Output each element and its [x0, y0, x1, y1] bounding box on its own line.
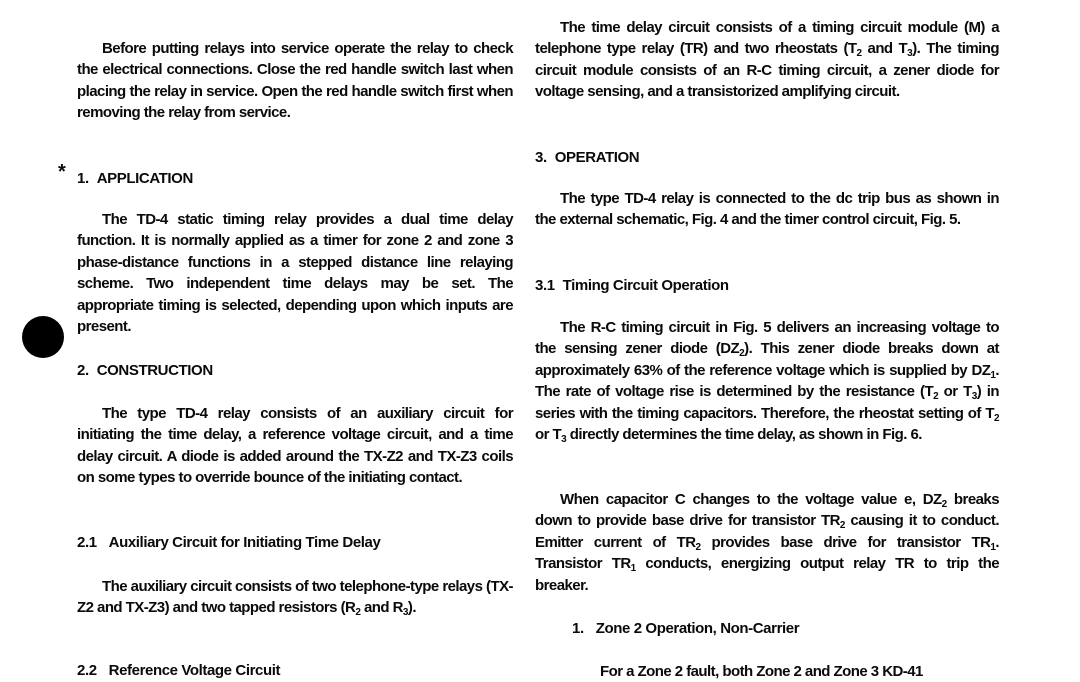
text-run: The R-C timing circuit in Fig. 5 delivers an increasing voltage to the sensing zener diode (DZ — [535, 319, 999, 358]
text-run: The time delay circuit consists of a timing circuit module (M) a telephone type relay (TR) and two rheostats (T — [535, 19, 999, 58]
rc-timing-paragraph — [535, 317, 999, 445]
filled-circle-icon — [22, 316, 64, 358]
text-run: or T — [938, 383, 972, 401]
subscript: 2 — [856, 48, 862, 60]
text-run: causing it to conduct. Emitter current of TR — [535, 512, 999, 551]
section-title: APPLICATION — [96, 170, 193, 187]
text-run: ). This zener diode breaks down at approximately 63% of the reference voltage which is supplied by DZ — [535, 340, 999, 379]
application-paragraph: The TD-4 static timing relay provides a dual time delay function. It is normally applied as a timer for zone 2 and zone 3 phase-distance functions in a stepped distance line relaying scheme. Two independent time delays may be set. The appropriate timing is selected, depending upon which inputs are present. — [77, 211, 513, 336]
section-heading-construction — [77, 360, 213, 381]
section-number: 1. — [77, 170, 89, 187]
subscript: 2 — [933, 391, 939, 403]
text-run: directly determines the time delay, as shown in Fig. 6. — [566, 426, 922, 444]
section-number: 3. — [535, 149, 547, 166]
text-run: ). — [407, 599, 416, 617]
text-run: and T — [861, 40, 908, 58]
text-run: The auxiliary circuit consists of two telephone-type relays (TX-Z2 and TX-Z3) and two tapped resistors (R — [77, 578, 513, 617]
subscript: 2 — [839, 520, 845, 532]
section-heading-auxiliary — [77, 532, 380, 553]
section-title: OPERATION — [554, 149, 640, 166]
subscript: 2 — [355, 607, 361, 619]
section-heading-application — [77, 168, 193, 189]
subscript: 2 — [739, 348, 745, 360]
section-number: 2. — [77, 362, 89, 379]
warning-paragraph: Before putting relays into service operate the relay to check the electrical connections. Close the red handle switch last when placing the relay in service. Open the red handle switch first when removing the relay from service. — [77, 40, 513, 122]
text-run: breaks down to provide base drive for transistor TR — [535, 491, 1000, 530]
text-run: conducts, energizing output relay TR to trip the breaker. — [535, 555, 999, 594]
auxiliary-paragraph — [77, 576, 513, 619]
subscript: 1 — [630, 563, 636, 575]
section-heading-timing-circuit — [535, 275, 729, 296]
subscript: 3 — [402, 607, 408, 619]
text-run: or T — [535, 426, 562, 444]
section-heading-reference-voltage — [77, 660, 280, 681]
section-title: Auxiliary Circuit for Initiating Time Delay — [108, 534, 381, 551]
list-heading-zone2 — [572, 618, 799, 639]
text-run: provides base drive for transistor TR — [700, 533, 991, 551]
subscript: 2 — [695, 541, 701, 553]
list-number: 1. — [572, 620, 584, 637]
list-title: Zone 2 Operation, Non-Carrier — [595, 620, 800, 637]
section-title: Timing Circuit Operation — [562, 277, 729, 294]
capacitor-paragraph — [535, 489, 999, 596]
text-run: When capacitor C changes to the voltage value e, DZ — [560, 491, 942, 508]
text-run: . The rate of voltage rise is determined by the resistance (T — [535, 361, 999, 401]
section-title: CONSTRUCTION — [96, 362, 213, 379]
revision-asterisk: * — [58, 161, 66, 183]
operation-paragraph: The type TD-4 relay is connected to the dc trip bus as shown in the external schematic, Fig. 4 and the timer control circuit, Fig. 5. — [535, 190, 999, 229]
time-delay-paragraph — [535, 17, 999, 103]
subscript: 3 — [907, 48, 913, 60]
section-number: 2.1 — [77, 534, 97, 551]
text-run: . Transistor TR — [535, 533, 1000, 573]
subscript: 2 — [941, 499, 947, 510]
subscript: 3 — [971, 391, 977, 403]
section-title: Reference Voltage Circuit — [108, 662, 281, 679]
text-run: ). The timing circuit module consists of an R-C timing circuit, a zener diode for voltage sensing, and a transistorized amplifying circuit. — [535, 40, 999, 101]
section-number: 3.1 — [535, 277, 555, 294]
construction-paragraph: The type TD-4 relay consists of an auxiliary circuit for initiating the time delay, a reference voltage circuit, and a time delay circuit. A diode is added around the TX-Z2 and TX-Z3 coils on some types to override bounce of the initiating contact. — [77, 405, 513, 487]
zone2-fault-paragraph: For a Zone 2 fault, both Zone 2 and Zone 3 KD-41 — [600, 663, 923, 680]
subscript: 1 — [990, 369, 996, 381]
subscript: 3 — [561, 434, 567, 446]
text-run: ) in series with the timing capacitors. Therefore, the rheostat setting of T — [535, 383, 999, 422]
text-run: and R — [360, 599, 403, 617]
section-heading-operation — [535, 147, 639, 168]
subscript: 2 — [993, 412, 999, 424]
subscript: 1 — [990, 541, 996, 553]
section-number: 2.2 — [77, 662, 97, 679]
